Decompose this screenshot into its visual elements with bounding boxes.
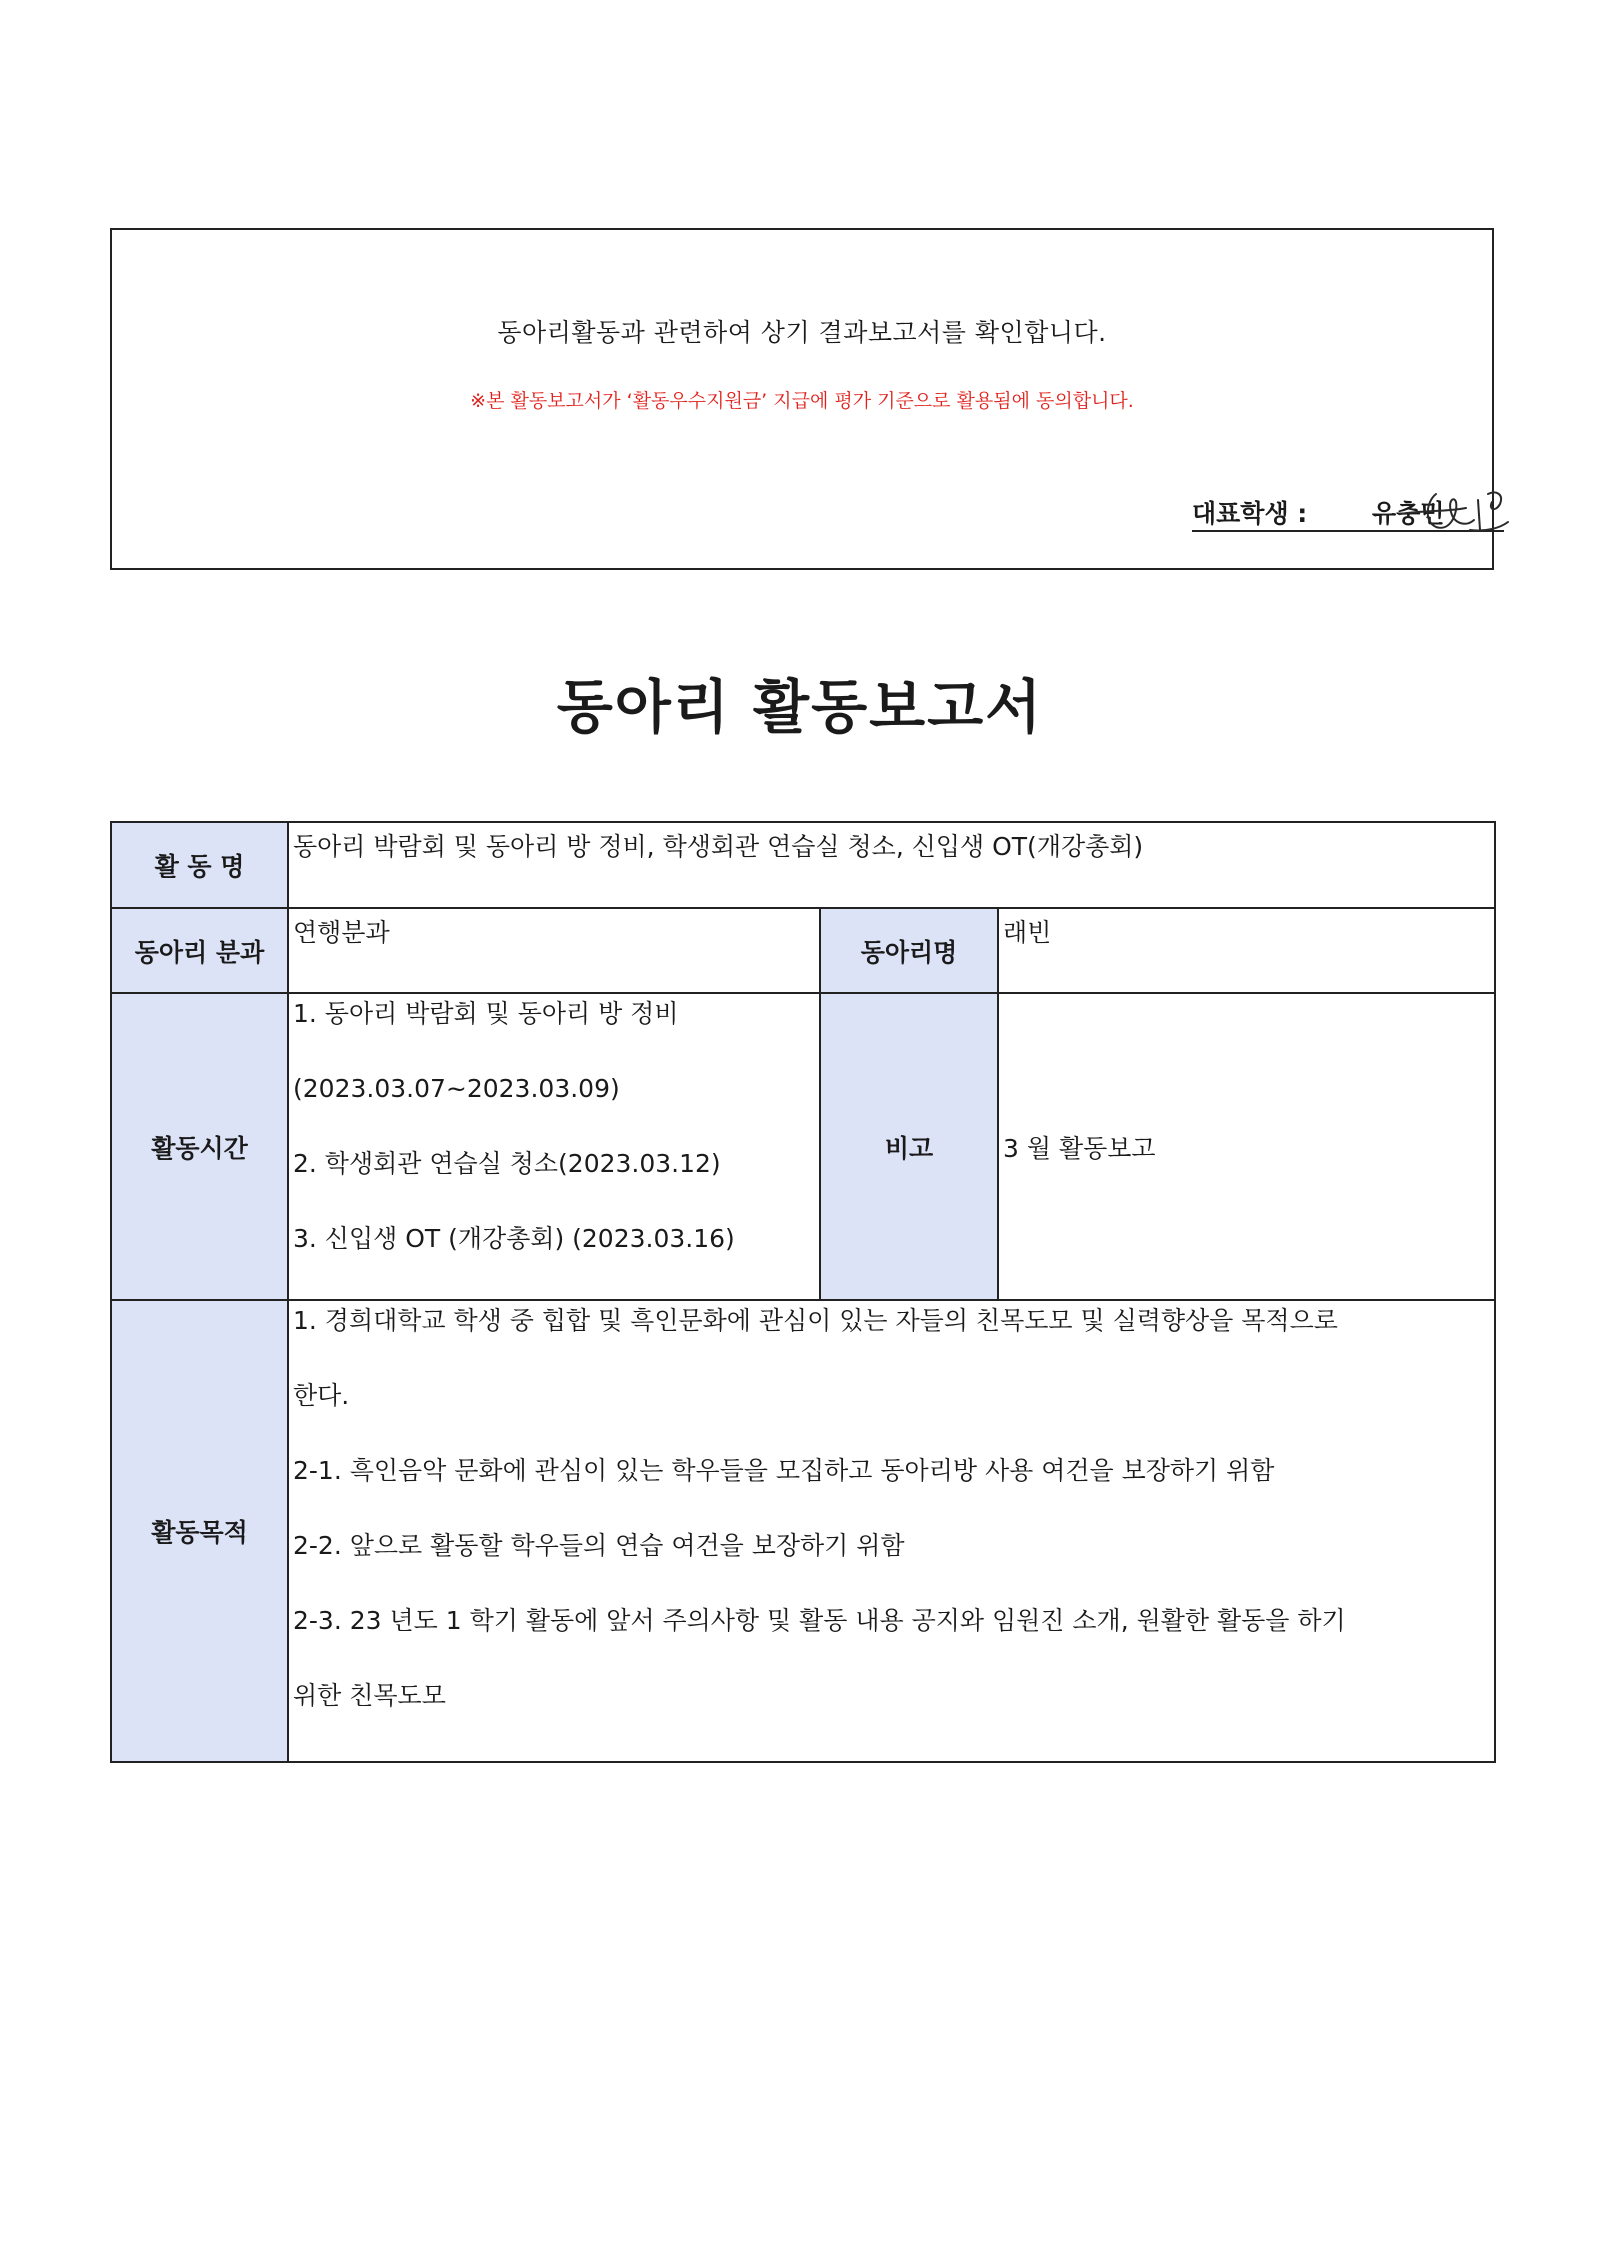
purpose-list xyxy=(293,1283,1494,1733)
club-name-value: 래빈 xyxy=(1003,918,1052,947)
confirmation-box xyxy=(110,228,1494,570)
time-line: 3. 신입생 OT (개강총회) (2023.03.16) xyxy=(293,1224,735,1253)
consent-note: ※본 활동보고서가 ‘활동우수지원금’ 지급에 평가 기준으로 활용됨에 동의합니다. xyxy=(470,390,1134,412)
document-title: 동아리 활동보고서 xyxy=(556,673,1044,741)
purpose-line: 위한 친목도모 xyxy=(293,1681,446,1710)
time-line: 2. 학생회관 연습실 청소(2023.03.12) xyxy=(293,1149,721,1178)
representative-name: 유충민 xyxy=(1372,499,1445,528)
remarks-header: 비고 xyxy=(820,993,998,1300)
club-name-header: 동아리명 xyxy=(820,908,998,993)
confirmation-statement: 동아리활동과 관련하여 상기 결과보고서를 확인합니다. xyxy=(497,318,1107,347)
purpose-header: 활동목적 xyxy=(111,1300,288,1762)
time-line: (2023.03.07~2023.03.09) xyxy=(293,1074,620,1103)
activity-name-header: 활 동 명 xyxy=(111,822,288,908)
handwritten-signature xyxy=(1396,472,1516,542)
purpose-line: 2-1. 흑인음악 문화에 관심이 있는 학우들을 모집하고 동아리방 사용 여건을 보장하기 위함 xyxy=(293,1456,1275,1485)
division-value: 연행분과 xyxy=(293,918,390,947)
purpose-line: 1. 경희대학교 학생 중 힙합 및 흑인문화에 관심이 있는 자들의 친목도모 및 실력향상을 목적으로 xyxy=(293,1306,1338,1335)
purpose-line: 한다. xyxy=(293,1381,350,1410)
activity-name-value: 동아리 박람회 및 동아리 방 정비, 학생회관 연습실 청소, 신입생 OT(개강총회) xyxy=(293,832,1144,861)
activity-time-cell xyxy=(288,993,820,1300)
activity-name-cell xyxy=(288,822,1495,908)
remarks-value: 3 월 활동보고 xyxy=(1003,1133,1156,1163)
purpose-line: 2-2. 앞으로 활동할 학우들의 연습 여건을 보장하기 위함 xyxy=(293,1531,905,1560)
purpose-cell xyxy=(288,1300,1495,1762)
activity-time-header: 활동시간 xyxy=(111,993,288,1300)
division-header: 동아리 분과 xyxy=(111,908,288,993)
time-line: 1. 동아리 박람회 및 동아리 방 정비 xyxy=(293,999,679,1028)
club-name-cell xyxy=(998,908,1495,993)
representative-label: 대표학생 : xyxy=(1192,499,1308,528)
activity-report-table xyxy=(110,821,1496,1763)
activity-time-list xyxy=(293,976,819,1276)
purpose-line: 2-3. 23 년도 1 학기 활동에 앞서 주의사항 및 활동 내용 공지와 임원진 소개, 원활한 활동을 하기 xyxy=(293,1606,1346,1635)
remarks-cell xyxy=(998,993,1495,1300)
